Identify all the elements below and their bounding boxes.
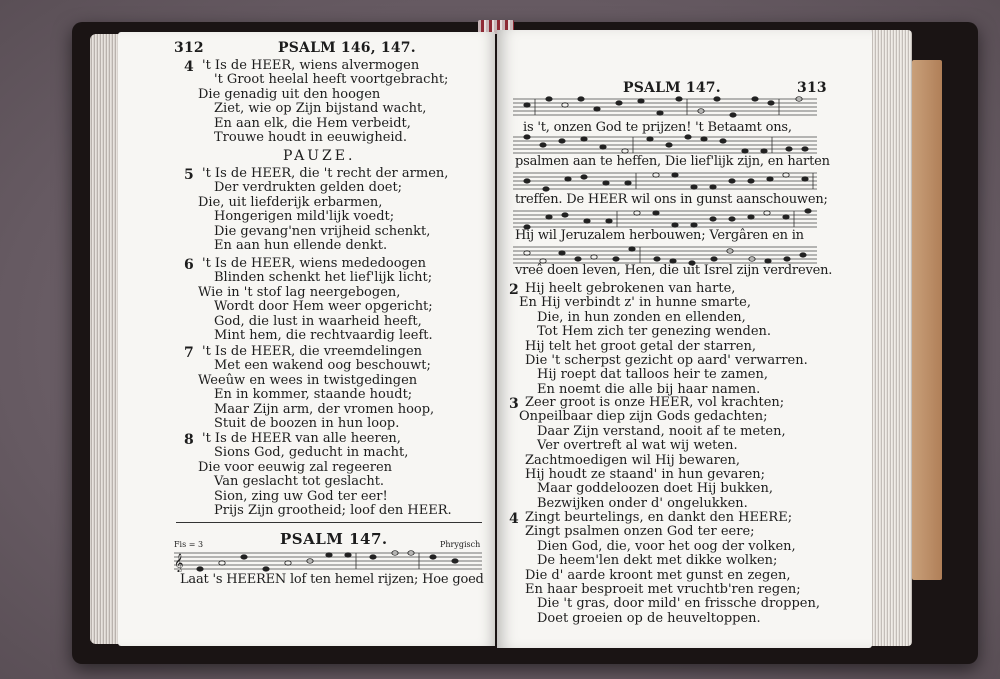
music-note (543, 187, 549, 191)
psalm-title: PSALM 147. (280, 530, 388, 548)
verse-line: Der verdrukten gelden doet; (214, 180, 403, 196)
music-note (575, 257, 581, 261)
music-note (616, 101, 622, 105)
music-note (606, 219, 612, 223)
svg-text:𝄞: 𝄞 (174, 553, 184, 572)
verse-line: Zingt beurtelings, en dankt den HEERE; (525, 510, 793, 525)
verse-line: Ziet, wie op Zijn bijstand wacht, (214, 101, 427, 117)
verse-line: Blinden schenkt het lief'lijk licht; (214, 270, 433, 286)
verse-line: Prijs Zijn grootheid; loof den HEER. (214, 503, 452, 519)
verse-line: Hij heelt gebrokenen van harte, (525, 281, 736, 296)
music-note (638, 99, 644, 103)
music-note (524, 135, 530, 139)
music-staff (513, 96, 819, 118)
music-note (546, 215, 552, 219)
verse-line: Bezwijken onder d' ongelukken. (537, 495, 748, 511)
verse-line: Sion, zing uw God ter eer! (214, 488, 388, 504)
music-note (634, 211, 640, 215)
music-note (629, 247, 635, 251)
verse-line: En haar besproeit met vruchtb'ren regen; (525, 582, 801, 598)
section-divider (176, 522, 482, 523)
verse-line: 't Is de HEER, wiens mededoogen (202, 256, 426, 271)
music-note (764, 211, 770, 215)
music-note (691, 185, 697, 189)
music-note (710, 185, 716, 189)
music-note (710, 217, 716, 221)
stanza-number: 4 (509, 511, 519, 527)
music-note (805, 209, 811, 213)
music-note (691, 223, 697, 227)
key-note: Fis = 3 (174, 540, 204, 549)
verse-line: 't Is de HEER van alle heeren, (202, 431, 401, 446)
verse-line: Weeûw en wees in twistgedingen (198, 372, 418, 388)
stanza-number: 5 (184, 167, 194, 183)
verse-line: Die genadig uit den hoogen (198, 86, 381, 102)
verse-line: Wordt door Hem weer opgericht; (214, 299, 433, 315)
music-note (685, 135, 691, 139)
music-note (672, 223, 678, 227)
music-note (603, 181, 609, 185)
verse-line: En aan elk, die Hem verbeidt, (214, 115, 411, 131)
verse-line: Mint hem, die rechtvaardig leeft. (214, 328, 433, 344)
music-note (767, 177, 773, 181)
music-staff (513, 134, 819, 156)
verse-line: Hij roept dat talloos heir te zamen, (537, 367, 768, 383)
music-note (742, 149, 748, 153)
music-note (654, 257, 660, 261)
music-note (430, 555, 436, 559)
music-note (197, 567, 203, 571)
music-note (676, 97, 682, 101)
stanza-7 (198, 344, 435, 432)
verse-line: En in kommer, staande houdt; (214, 387, 413, 403)
music-note (666, 143, 672, 147)
music-note (524, 103, 530, 107)
music-note (584, 219, 590, 223)
stanza-5 (198, 166, 449, 254)
music-note (802, 147, 808, 151)
lyric-line: vreê doen leven, Hen, die uit Isrel zijn verdreven. (515, 263, 833, 278)
music-note (600, 145, 606, 149)
page-number-right: 313 (797, 80, 827, 96)
verse-line: Die, uit liefderijk erbarmen, (198, 194, 383, 210)
music-note (730, 113, 736, 117)
music-note (581, 137, 587, 141)
stanza-number: 7 (184, 345, 194, 361)
music-note (345, 553, 351, 557)
lyric-line: is 't, onzen God te prijzen! 't Betaamt ons, (523, 120, 792, 135)
verse-line: Ver overtreft al wat wij weten. (537, 438, 738, 454)
running-head-right: PSALM 147. (623, 80, 721, 96)
music-note (729, 217, 735, 221)
lyric-line: Laat 's HEEREN lof ten hemel rijzen; Hoe goed (180, 572, 484, 587)
music-note (546, 97, 552, 101)
stanza-2 (519, 281, 808, 397)
verse-line: Zeer groot is onze HEER, vol krachten; (525, 395, 785, 410)
music-note (263, 567, 269, 571)
verse-line: Met een wakend oog beschouwt; (214, 358, 431, 374)
verse-line: Stuit de boozen in hun loop. (214, 416, 400, 432)
verse-line: Die 't scherpst gezicht op aard' verwarren. (525, 353, 808, 369)
music-note (786, 147, 792, 151)
music-note (647, 137, 653, 141)
music-note (768, 101, 774, 105)
verse-line: 't Groot heelal heeft voortgebracht; (214, 72, 449, 88)
music-note (578, 97, 584, 101)
verse-line: Die voor eeuwig zal regeeren (198, 459, 393, 475)
stanza-4 (198, 58, 449, 146)
music-note (784, 257, 790, 261)
page-number-left: 312 (174, 40, 204, 56)
stanza-8 (198, 431, 452, 519)
verse-line: De heem'len dekt met dikke wolken; (537, 553, 778, 569)
right-page-edges (868, 30, 912, 646)
verse-line: Hij houdt ze staand' in hun gevaren; (525, 467, 766, 483)
verse-line: Daar Zijn verstand, nooit af te meten, (537, 423, 786, 439)
stanza-3 (519, 395, 786, 511)
music-note (559, 139, 565, 143)
music-note (581, 175, 587, 179)
music-staff (174, 550, 484, 572)
verse-line: God, die lust in waarheid heeft, (214, 313, 422, 329)
stanza-number: 6 (184, 257, 194, 273)
music-note (241, 555, 247, 559)
music-note (565, 177, 571, 181)
music-note (657, 111, 663, 115)
verse-line: Sions God, geducht in macht, (214, 445, 409, 461)
back-cover-edge (912, 60, 942, 580)
music-note (748, 215, 754, 219)
verse-line: Die, in hun zonden en ellenden, (537, 309, 746, 325)
verse-line: Die gevang'nen vrijheid schenkt, (214, 223, 431, 239)
verse-line: Van geslacht tot geslacht. (214, 474, 385, 490)
verse-line: Zachtmoedigen wil Hij bewaren, (525, 452, 741, 468)
music-note (720, 139, 726, 143)
music-note (711, 257, 717, 261)
music-note (594, 107, 600, 111)
music-note (625, 181, 631, 185)
music-staff (513, 170, 819, 192)
music-note (752, 97, 758, 101)
music-note (748, 179, 754, 183)
music-note (562, 213, 568, 217)
lyric-line: psalmen aan te heffen, Die lief'lijk zijn, en harten (515, 154, 830, 169)
music-note (653, 173, 659, 177)
stanza-number: 4 (184, 59, 194, 75)
music-note (326, 553, 332, 557)
lyric-line: treffen. De HEER wil ons in gunst aanschouwen; (515, 192, 828, 207)
music-note (800, 253, 806, 257)
verse-line: 't Is de HEER, wiens alvermogen (202, 58, 420, 73)
music-note (653, 211, 659, 215)
mode-note: Phrygisch (440, 540, 481, 549)
music-note (285, 561, 291, 565)
lyric-line: Hij wil Jeruzalem herbouwen; Vergâren en in (515, 228, 804, 243)
music-note (219, 561, 225, 565)
music-note (524, 251, 530, 255)
verse-line: Hij telt het groot getal der starren, (525, 338, 756, 354)
music-note (729, 179, 735, 183)
music-note (562, 103, 568, 107)
verse-line: Zingt psalmen onzen God ter eere; (525, 524, 755, 540)
verse-line: Onpeilbaar diep zijn Gods gedachten; (519, 409, 768, 425)
pause-label: PAUZE. (283, 148, 356, 164)
stanza-number: 8 (184, 432, 194, 448)
verse-line: Wie in 't stof lag neergebogen, (198, 284, 401, 300)
music-note (613, 257, 619, 261)
right-page (497, 30, 872, 648)
music-note (540, 143, 546, 147)
verse-line: En noemt die alle bij haar namen. (537, 381, 761, 397)
left-page (118, 32, 495, 646)
verse-line: Doet groeien op de heuveltoppen. (537, 610, 761, 626)
verse-line: En Hij verbindt z' in hunne smarte, (519, 295, 751, 311)
music-note (783, 173, 789, 177)
music-note (802, 177, 808, 181)
verse-line: Die 't gras, door mild' en frissche droppen, (537, 596, 820, 612)
verse-line: Maar Zijn arm, der vromen hoop, (214, 401, 435, 417)
music-note (622, 149, 628, 153)
verse-line: Hongerigen mild'lijk voedt; (214, 209, 395, 225)
music-note (783, 215, 789, 219)
verse-line: Tot Hem zich ter genezing wenden. (537, 324, 772, 340)
music-note (672, 173, 678, 177)
stanza-number: 2 (509, 282, 519, 298)
music-note (761, 149, 767, 153)
verse-line: En aan hun ellende denkt. (214, 238, 388, 254)
music-note (591, 255, 597, 259)
verse-line: Die d' aarde kroont met gunst en zegen, (525, 567, 791, 583)
music-note (559, 251, 565, 255)
verse-line: 't Is de HEER, die 't recht der armen, (202, 166, 449, 181)
music-note (714, 97, 720, 101)
music-note (701, 137, 707, 141)
music-note (370, 555, 376, 559)
verse-line: Maar goddeloozen doet Hij bukken, (537, 481, 774, 497)
stanza-4-right (525, 511, 820, 626)
verse-line: Dien God, die, voor het oog der volken, (537, 538, 796, 554)
music-note (452, 559, 458, 563)
verse-line: 't Is de HEER, die vreemdelingen (202, 344, 423, 359)
verse-line: Trouwe houdt in eeuwigheid. (214, 130, 407, 146)
music-note (524, 179, 530, 183)
music-staff (513, 208, 819, 230)
stanza-number: 3 (509, 396, 519, 412)
stanza-6 (198, 256, 433, 344)
running-head-left: PSALM 146, 147. (278, 40, 416, 56)
